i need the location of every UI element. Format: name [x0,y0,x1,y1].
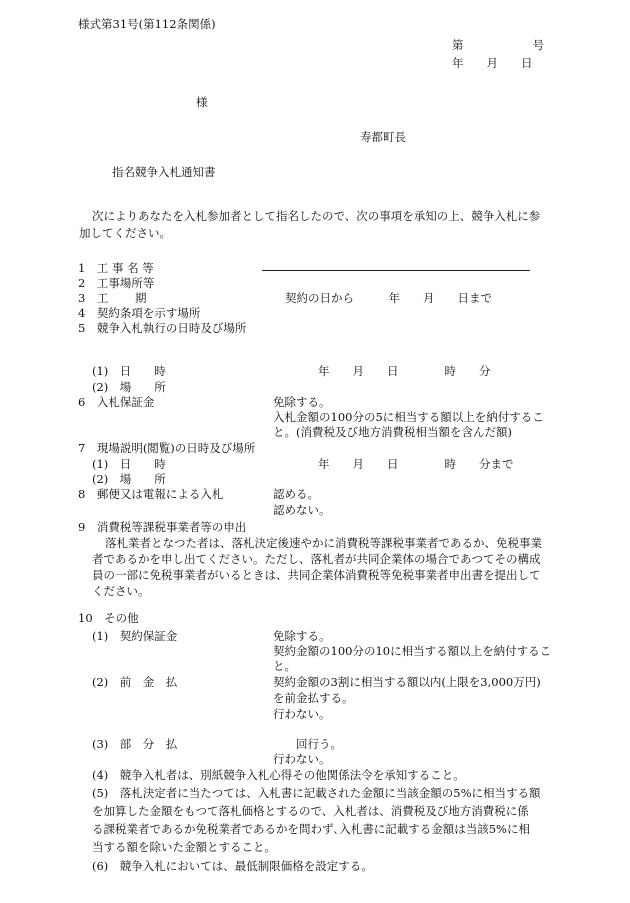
item-10-1-option-2: 契約金額の100分の10に相当する額以上を納付するこ [273,644,552,658]
form-number: 様式第31号(第112条関係) [78,17,216,31]
item-6-option-2: 入札金額の100分の5に相当する額以上を納付するこ [273,410,544,424]
item-10-5-line-2: を加算した金額をもつて落札価格とするので、入札者は、消費税及び地方消費税に係 [92,804,529,818]
item-10-5-line-4: 当する額を除いた金額とすること。 [92,840,276,854]
item-9-para-2: 者であるかを申し出てください。ただし、落札者が共同企業体の場合であつてその構成 [92,552,541,566]
item-2-label: 2 工事場所等 [78,276,155,290]
document-title: 指名競争入札通知書 [112,165,216,179]
item-7-1-value: 年 月 日 時 分まで [318,457,514,471]
item-7-1-label: (1) 日 時 [92,457,166,471]
item-6-option-2-cont: と。(消費税及び地方消費税相当額を含んだ額) [273,425,512,439]
item-10-1-option-2-cont: と。 [273,659,296,673]
date-line: 年 月 日 [452,56,533,70]
item-10-4-text: (4) 競争入札者は、別紙競争入札心得その他関係法令を承知すること。 [92,768,465,782]
item-6-option-1: 免除する。 [273,395,331,409]
item-8-option-2: 認めない。 [273,503,331,517]
document-number-line: 第 号 [452,38,544,52]
item-7-2-label: (2) 場 所 [92,472,166,486]
item-10-3-option-1: 回行う。 [296,737,342,751]
item-10-2-option-1: 契約金額の3割に相当する額以内(上限を3,000万円) [273,675,541,689]
item-10-2-option-1-cont: を前金払する。 [273,691,354,705]
item-1-label: 1 工 事 名 等 [78,261,154,275]
item-10-3-option-2: 行わない。 [273,752,331,766]
item-10-1-label: (1) 契約保証金 [92,629,178,643]
item-5-1-label: (1) 日 時 [92,364,166,378]
item-6-label: 6 入札保証金 [78,395,155,409]
item-9-para-3: 員の一部に免税事業者がいるときは、共同企業体消費税等免税事業者申出書を提出して [92,568,541,582]
item-5-2-label: (2) 場 所 [92,380,166,394]
item-8-label: 8 郵便又は電報による入札 [78,487,224,501]
item-5-1-value: 年 月 日 時 分 [318,364,491,378]
item-9-para-1: 落札業者となつた者は、落札決定後速やかに消費税等課税事業者であるか、免税事業 [105,536,542,550]
item-10-2-option-2: 行わない。 [273,707,331,721]
item-8-option-1: 認める。 [273,487,319,501]
item-9-para-4: ください。 [92,584,150,598]
item-10-3-label: (3) 部 分 払 [92,737,178,751]
item-10-label: 10 その他 [78,611,139,625]
work-name-underline [262,270,530,271]
item-3-label: 3 工 期 [78,291,147,305]
item-10-6-text: (6) 競争入札においては、最低制限価格を設定する。 [92,859,373,873]
addressee-suffix: 様 [196,95,208,109]
item-10-1-option-1: 免除する。 [273,629,331,643]
item-10-2-label: (2) 前 金 払 [92,675,178,689]
item-10-5-line-3: る課税業者であるか免税業者であるかを問わず､入札書に記載する金額は当該5%に相 [92,822,530,836]
item-7-label: 7 現場説明(閲覧)の日時及び場所 [78,441,256,455]
intro-line-2: 加してください。 [79,226,171,240]
item-10-5-line-1: (5) 落札決定者に当たつては、入札書に記載された金額に当該金額の5%に相当する額 [92,786,541,800]
intro-line-1: 次によりあなたを入札参加者として指名したので、次の事項を承知の上、競争入札に参 [92,209,541,223]
item-5-label: 5 競争入札執行の日時及び場所 [78,321,247,335]
item-9-label: 9 消費税等課税事業者等の申出 [78,520,247,534]
item-4-label: 4 契約条項を示す場所 [78,306,201,320]
sender-name: 寿都町長 [360,130,406,144]
item-3-value: 契約の日から 年 月 日まで [285,291,492,305]
